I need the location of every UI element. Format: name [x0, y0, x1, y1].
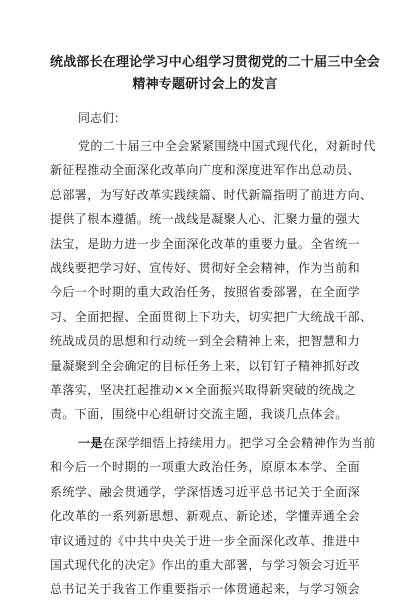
paragraph-line: 党的二十届三中全会紧紧围绕中国式现代化，对新时代: [78, 139, 376, 153]
paragraph-line: 今后一个时期的重大政治任务，按照省委部署，在全面学: [50, 285, 361, 300]
title-line-2: 精神专题研讨会上的发言: [132, 77, 278, 92]
paragraph-1: [50, 134, 376, 427]
paragraph-line: 法宝，是助力进一步全面深化改革的重要力量。全省统一: [50, 236, 361, 251]
document-title: [50, 0, 381, 96]
paragraph-line: 化改革的一系列新思想、新观点、新论述，学懂弄通全会: [50, 509, 361, 524]
paragraph-line: 统战成员的思想和行动统一到全会精神上来，把智慧和力: [50, 334, 361, 349]
paragraph-line: 战线要把学习好、宣传好、贯彻好全会精神，作为当前和: [50, 261, 361, 276]
paragraph-line: 国式现代化的决定》作出的重大部署，与学习领会习近平: [50, 557, 361, 572]
paragraph-line: 总书记关于我省工作重要指示一体贯通起来，与学习领会: [50, 582, 361, 597]
paragraph-line: 量凝聚到全会确定的目标任务上来，以钉钉子精神抓好改: [50, 358, 361, 373]
paragraph-line: 责。下面，围绕中心组研讨交流主题，我谈几点体会。: [50, 407, 348, 422]
paragraph-line: 新征程推动全面深化改革向广度和深度进军作出总动员、: [50, 163, 361, 178]
paragraph-line: 系统学、融会贯通学，学深悟透习近平总书记关于全面深: [50, 484, 361, 499]
salutation: 同志们：: [78, 111, 127, 125]
paragraph-line: [50, 431, 376, 455]
paragraph-line-rest: 在深学细悟上持续用力。把学习全会精神作为当前: [102, 435, 376, 450]
paragraph-line: 和今后一个时期的一项重大政治任务，原原本本学、全面: [50, 460, 361, 475]
paragraph-line: 革落实，坚决扛起推动××全面振兴取得新突破的统战之: [50, 383, 357, 398]
paragraph-line: 提供了根本遵循。统一战线是凝聚人心、汇聚力量的强大: [50, 212, 361, 227]
paragraph-line: 审议通过的《中共中央关于进一步全面深化改革、推进中: [50, 533, 361, 548]
paragraph-2: [50, 431, 376, 602]
paragraph-line: 总部署，为写好改革实践续篇、时代新篇指明了前进方向、: [50, 187, 373, 202]
title-line-1: 统战部长在理论学习中心组学习贯彻党的二十届三中全会: [50, 55, 381, 70]
paragraph-line: 习、全面把握、全面贯彻上下功夫，切实把广大统战干部、: [50, 309, 373, 324]
paragraph-lead: 一是: [78, 435, 103, 450]
